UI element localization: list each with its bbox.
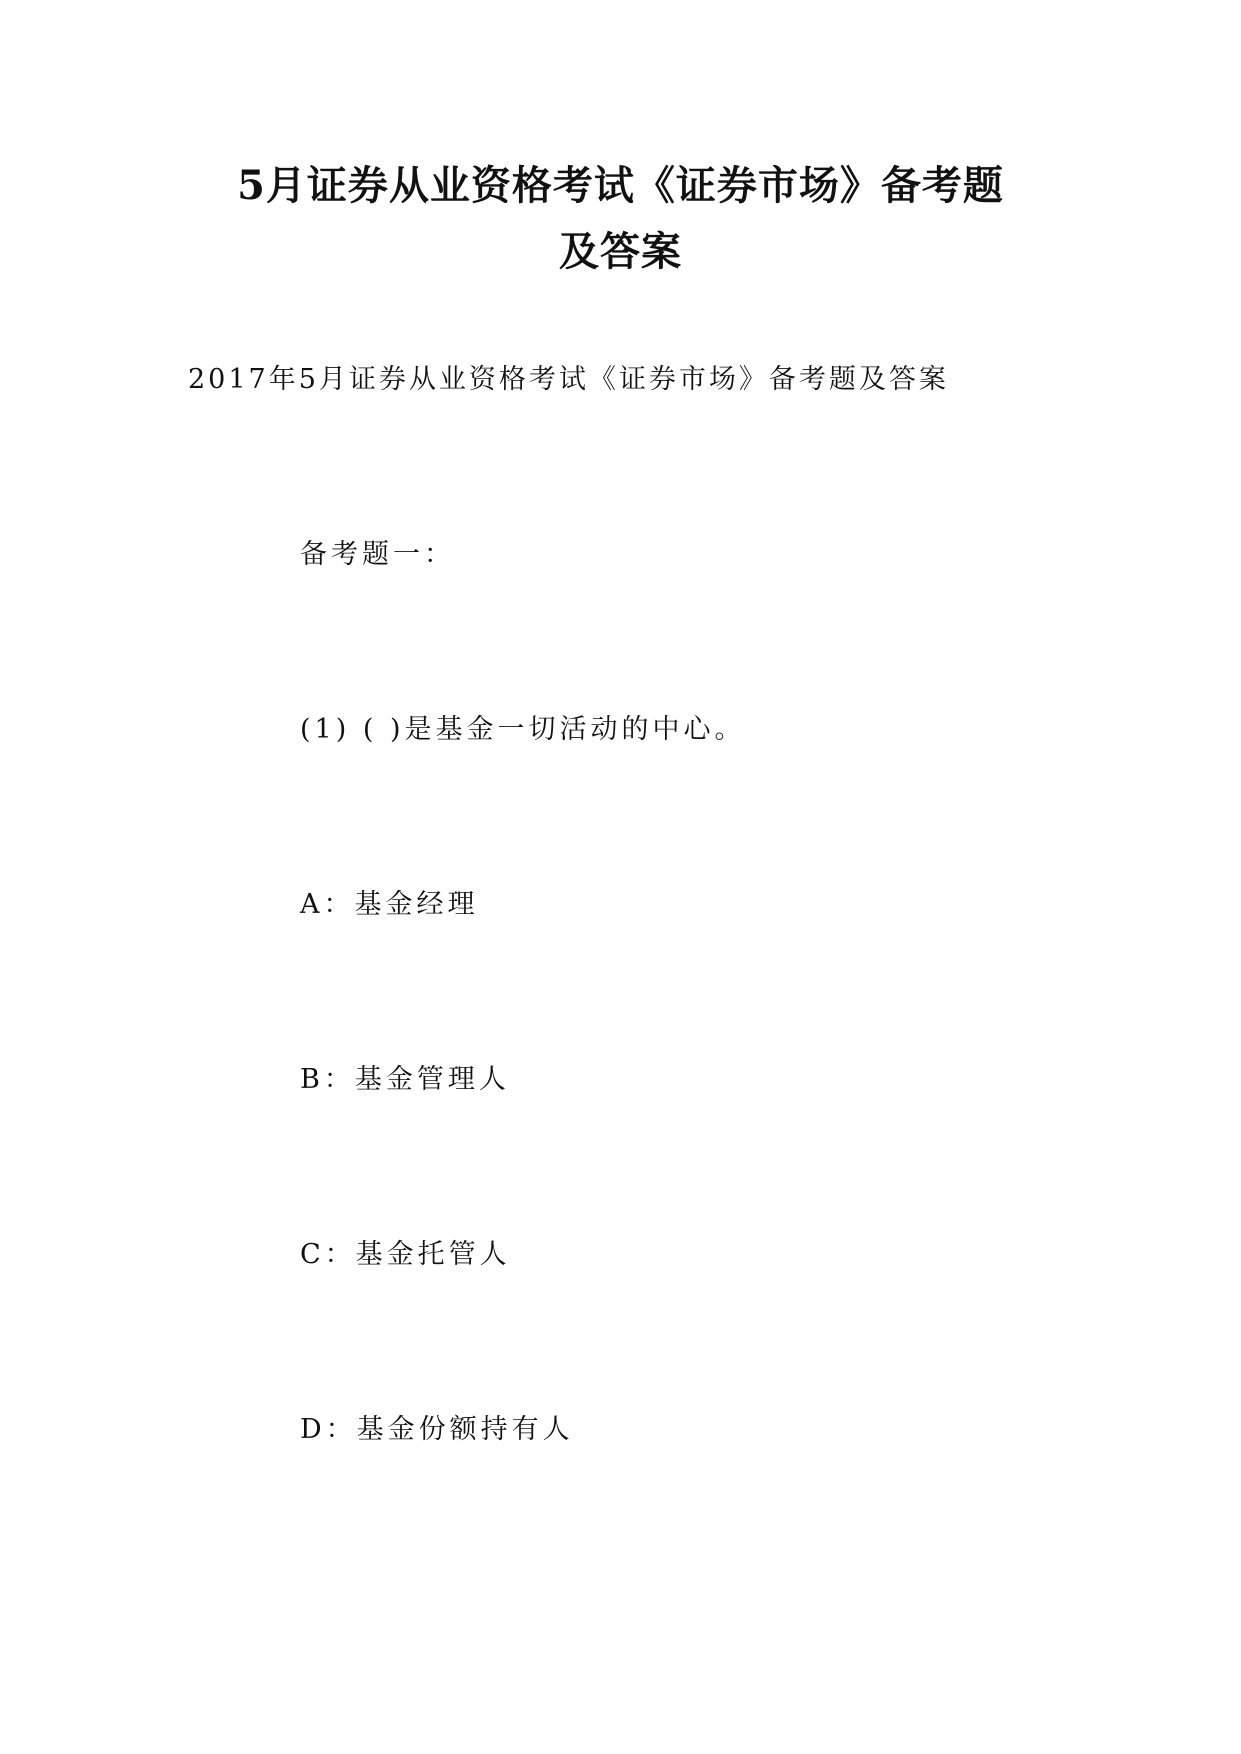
question-text: (1) ( )是基金一切活动的中心。 <box>300 714 746 745</box>
document-subtitle: 2017年5月证券从业资格考试《证券市场》备考题及答案 <box>188 364 949 395</box>
option-b: B：基金管理人 <box>300 1064 510 1095</box>
option-a: A：基金经理 <box>300 889 479 920</box>
option-c: C：基金托管人 <box>300 1239 511 1270</box>
document-title-line-1: 5月证券从业资格考试《证券市场》备考题 <box>237 162 1004 209</box>
document-title-line-2: 及答案 <box>559 228 682 275</box>
section-heading: 备考题一： <box>300 539 455 570</box>
option-d: D：基金份额持有人 <box>300 1414 574 1445</box>
